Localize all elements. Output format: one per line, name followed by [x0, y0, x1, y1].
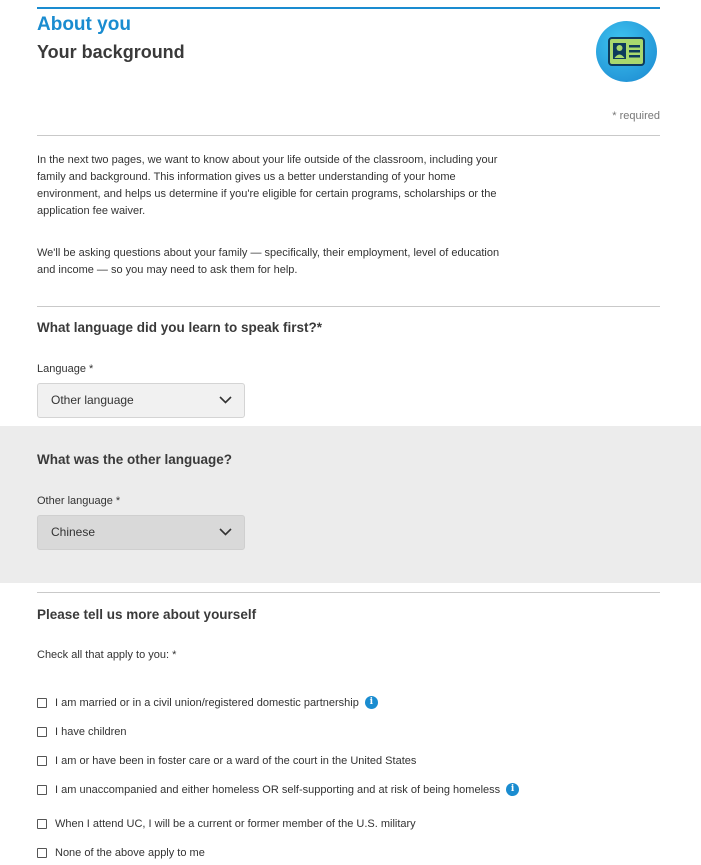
id-card-icon [608, 37, 645, 66]
question-first-language: What language did you learn to speak first?* [37, 320, 323, 335]
other-language-label: Other language * [37, 495, 121, 507]
checkbox[interactable] [37, 756, 47, 766]
section-label: About you [37, 14, 131, 35]
checkbox[interactable] [37, 848, 47, 858]
option-homeless[interactable] [37, 783, 519, 796]
language-label: Language * [37, 363, 94, 375]
chevron-down-icon [219, 396, 232, 404]
option-label: I have children [55, 726, 127, 738]
intro-paragraph: In the next two pages, we want to know about your life outside of the classroom, including your family and background. This information gives us a better understanding of your home environment, and helps us determine if you're eligible for certain programs, scholarships or the application fee waiver. [37, 154, 498, 217]
language-select-value: Other language [51, 393, 134, 407]
question-other-language: What was the other language? [37, 452, 233, 467]
question-about-yourself: Please tell us more about yourself [37, 607, 257, 622]
intro-paragraph: We'll be asking questions about your family — specifically, their employment, level of education and income — so you may need to ask them for help. [37, 247, 500, 276]
id-card-badge [596, 21, 657, 82]
page-title: Your background [37, 42, 185, 62]
checkbox[interactable] [37, 727, 47, 737]
top-accent-rule [37, 7, 660, 9]
language-select[interactable] [37, 383, 245, 418]
option-label: I am unaccompanied and either homeless OR self-supporting and at risk of being homeless [55, 783, 501, 796]
info-icon[interactable]: i [506, 783, 519, 796]
chevron-down-icon [219, 528, 232, 536]
checkbox[interactable] [37, 819, 47, 829]
divider [37, 306, 660, 307]
option-label: None of the above apply to me [55, 847, 205, 859]
info-icon[interactable]: i [365, 696, 378, 709]
option-married[interactable] [37, 696, 378, 709]
option-label: I am married or in a civil union/registered domestic partnership [55, 696, 359, 709]
other-language-select[interactable] [37, 515, 245, 550]
option-none[interactable] [37, 847, 205, 859]
option-children[interactable] [37, 726, 127, 738]
check-all-instruction: Check all that apply to you: * [37, 649, 177, 661]
checkbox[interactable] [37, 698, 47, 708]
other-language-select-value: Chinese [51, 525, 96, 539]
option-label: I am or have been in foster care or a ward of the court in the United States [55, 755, 417, 767]
divider [37, 135, 660, 136]
checkbox[interactable] [37, 785, 47, 795]
option-military[interactable] [37, 818, 416, 830]
required-note: * required [612, 110, 660, 122]
option-foster-care[interactable] [37, 755, 416, 767]
option-label: When I attend UC, I will be a current or former member of the U.S. military [55, 818, 416, 830]
divider [37, 592, 660, 593]
